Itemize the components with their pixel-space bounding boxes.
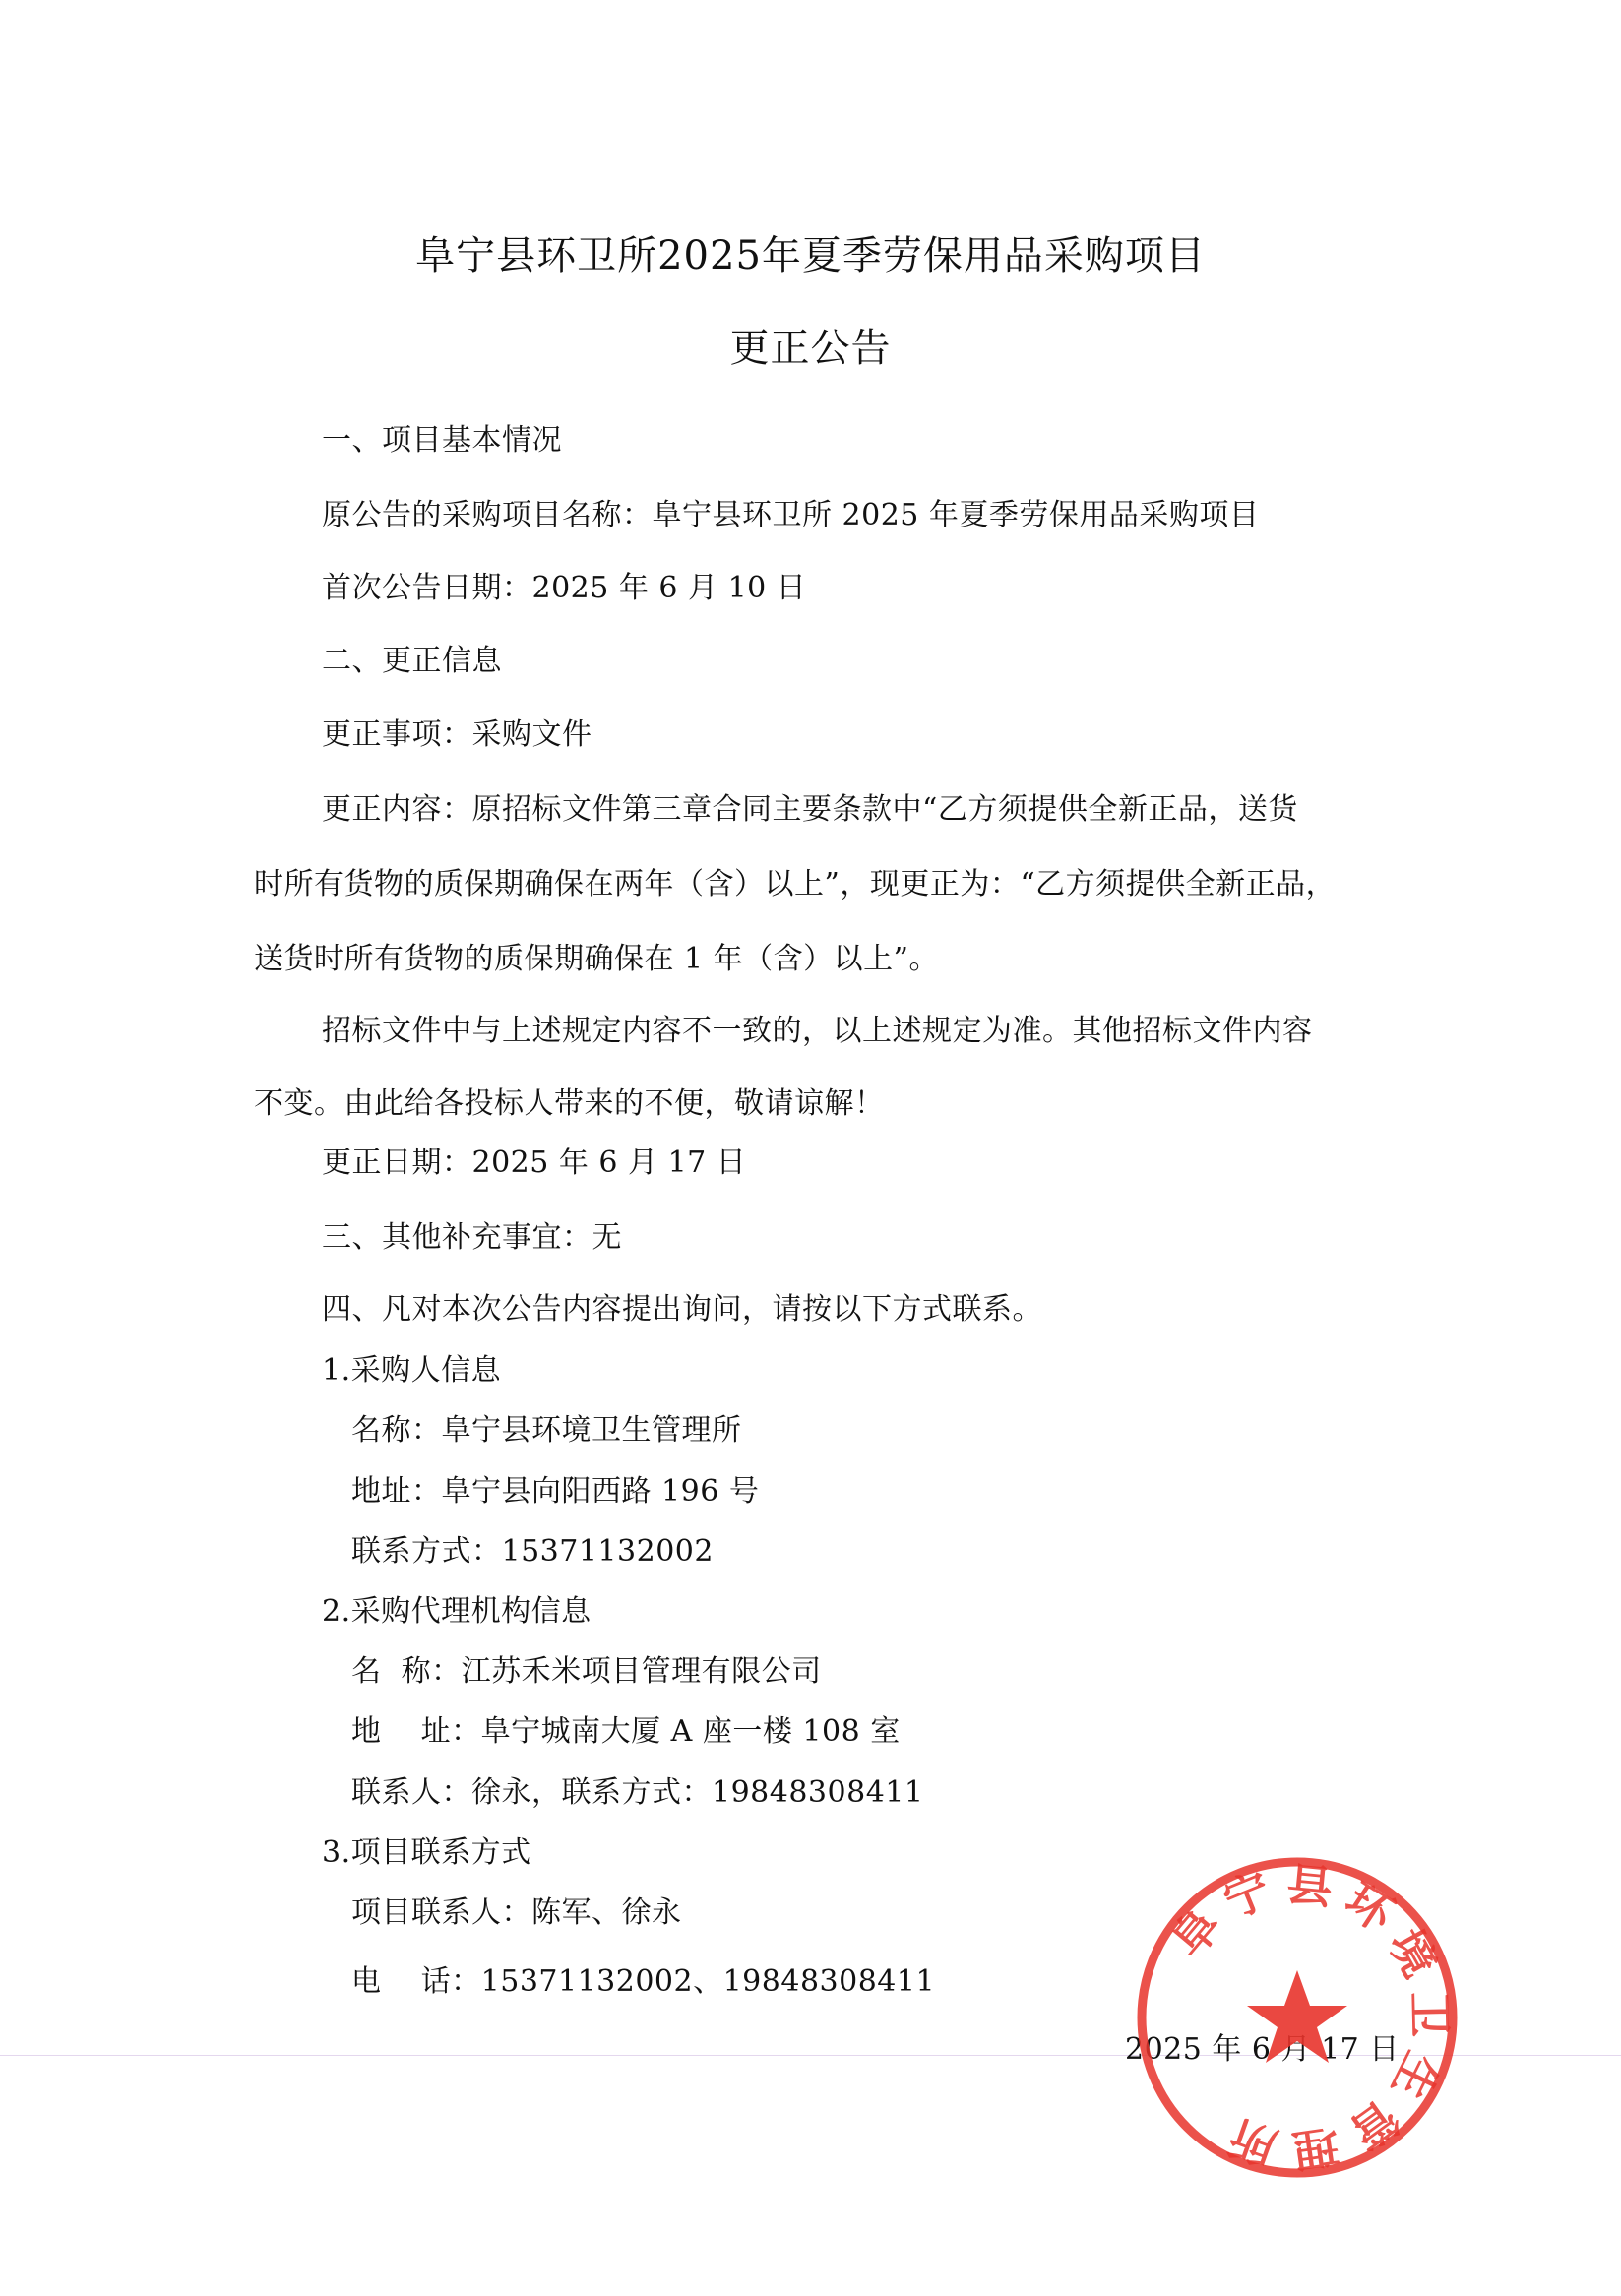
project-phone: 电 话：15371132002、19848308411 bbox=[351, 1964, 936, 1999]
signature-date: 2025 年 6 月 17 日 bbox=[1125, 2032, 1400, 2067]
purchaser-name: 名称：阜宁县环境卫生管理所 bbox=[351, 1413, 742, 1448]
correction-date: 更正日期：2025 年 6 月 17 日 bbox=[322, 1146, 747, 1180]
seal-star-icon bbox=[1247, 1970, 1347, 2063]
correction-content-line-3: 送货时所有货物的质保期确保在 1 年（含）以上”。 bbox=[254, 942, 939, 976]
section-2-heading: 二、更正信息 bbox=[322, 644, 502, 678]
official-seal-stamp bbox=[1130, 1850, 1465, 2185]
document-title: 阜宁县环卫所2025年夏季劳保用品采购项目 bbox=[415, 233, 1206, 279]
document-subtitle: 更正公告 bbox=[729, 326, 892, 371]
section-4: 四、凡对本次公告内容提出询问，请按以下方式联系。 bbox=[322, 1292, 1042, 1327]
agency-contact: 联系人：徐永，联系方式：19848308411 bbox=[351, 1775, 924, 1810]
project-contact-heading: 3.项目联系方式 bbox=[322, 1835, 531, 1870]
section-3: 三、其他补充事宜：无 bbox=[322, 1220, 622, 1255]
agency-heading: 2.采购代理机构信息 bbox=[322, 1594, 592, 1629]
notice-line-1: 招标文件中与上述规定内容不一致的，以上述规定为准。其他招标文件内容 bbox=[322, 1014, 1313, 1048]
purchaser-address: 地址：阜宁县向阳西路 196 号 bbox=[351, 1474, 760, 1509]
correction-content-line-2: 时所有货物的质保期确保在两年（含）以上”，现更正为：“乙方须提供全新正品， bbox=[254, 867, 1337, 901]
original-project-name: 原公告的采购项目名称：阜宁县环卫所 2025 年夏季劳保用品采购项目 bbox=[322, 498, 1260, 532]
first-announcement-date: 首次公告日期：2025 年 6 月 10 日 bbox=[322, 571, 807, 605]
seal-text-path: 阜宁县环境卫生管理所 bbox=[1160, 1857, 1457, 2178]
agency-name: 名 称：江苏禾米项目管理有限公司 bbox=[351, 1654, 822, 1689]
agency-address: 地 址：阜宁城南大厦 A 座一楼 108 室 bbox=[351, 1714, 901, 1749]
project-contact-person: 项目联系人：陈军、徐永 bbox=[351, 1895, 682, 1930]
purchaser-contact: 联系方式：15371132002 bbox=[351, 1534, 714, 1569]
correction-item: 更正事项：采购文件 bbox=[322, 717, 592, 752]
section-1-heading: 一、项目基本情况 bbox=[322, 423, 562, 458]
notice-line-2: 不变。由此给各投标人带来的不便，敬请谅解！ bbox=[254, 1086, 885, 1121]
correction-content-line-1: 更正内容：原招标文件第三章合同主要条款中“乙方须提供全新正品，送货 bbox=[322, 792, 1298, 827]
purchaser-heading: 1.采购人信息 bbox=[322, 1353, 502, 1388]
